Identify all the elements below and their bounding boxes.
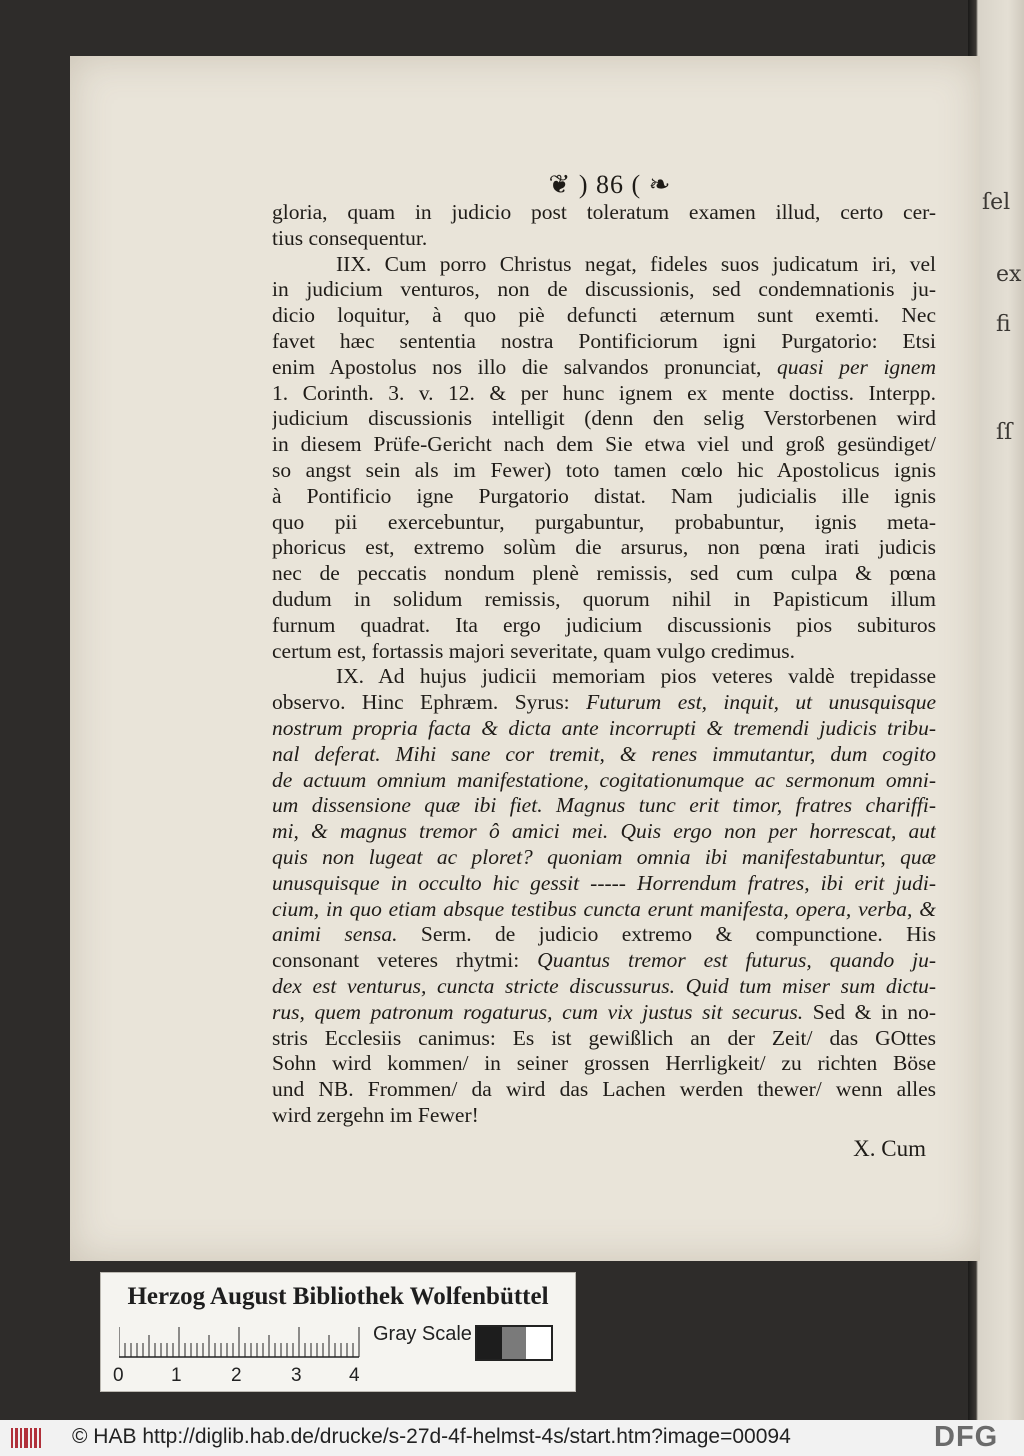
text-roman: quo pii exercebuntur, purgabuntur, probabuntur, ignis meta- xyxy=(272,509,936,534)
text-italic: de actuum omnium manifestatione, cogitationumque ac sermonum omni- xyxy=(272,767,936,792)
gray-scale-label: Gray Scale xyxy=(373,1323,472,1345)
footer-bar xyxy=(0,1420,1024,1456)
gray-scale-swatch xyxy=(475,1325,553,1361)
text-roman: gloria, quam in judicio post toleratum examen illud, certo cer- xyxy=(272,200,936,224)
text-line xyxy=(272,277,936,303)
text-line xyxy=(272,510,936,536)
text-line xyxy=(272,639,936,665)
text-line xyxy=(272,897,936,923)
catchword: X. Cum xyxy=(853,1136,926,1161)
text-roman: stris Ecclesiis canimus: Es ist gewißlich an der Zeit/ das GOttes xyxy=(272,1025,936,1050)
text-line xyxy=(272,716,936,742)
swatch-black xyxy=(477,1327,502,1359)
text-roman: Serm. de judicio extremo & compunctione. His xyxy=(397,922,936,947)
text-roman: und NB. Frommen/ da wird das Lachen werden thewer/ wenn alles xyxy=(272,1077,936,1102)
text-line xyxy=(272,1026,936,1052)
header-ornament-left: ❦ ) xyxy=(548,170,596,199)
text-roman: in diesem Prüfe-Gericht nach dem Sie etwa viel und groß gesündiget/ xyxy=(272,432,936,457)
text-roman: enim Apostolus nos illo die salvandos pronunciat, xyxy=(272,354,778,379)
text-italic: animi sensa. xyxy=(272,922,398,947)
header-ornament-right: ( ❧ xyxy=(624,170,672,199)
text-italic: um dissensione quæ ibi fiet. Magnus tunc erit timor, fratres chariffi- xyxy=(272,793,936,818)
text-roman: phoricus est, extremo solùm die arsurus, non pœna irati judicis xyxy=(272,535,936,560)
text-line xyxy=(272,355,936,381)
text-roman: certum est, fortassis majori severitate, quam vulgo credimus. xyxy=(272,638,796,663)
text-italic: quasi per ignem xyxy=(777,354,936,379)
text-roman: tius consequentur. xyxy=(272,225,428,250)
dfg-logo: DFG xyxy=(934,1421,999,1453)
text-line xyxy=(272,871,936,897)
text-line xyxy=(272,561,936,587)
text-roman: nec de peccatis nondum plenè remissis, sed cum culpa & pœna xyxy=(272,561,936,586)
ruler-number: 2 xyxy=(231,1365,242,1386)
text-line xyxy=(272,200,936,226)
text-italic: Futurum est, inquit, ut unusquisque xyxy=(586,690,936,715)
text-roman: so angst sein als im Fewer) toto tamen cœlo hic Apostolicus ignis xyxy=(272,457,936,482)
text-line xyxy=(272,458,936,484)
swatch-gray xyxy=(502,1327,527,1359)
text-line xyxy=(272,819,936,845)
text-line xyxy=(272,381,936,407)
text-line xyxy=(272,1103,936,1129)
text-roman: Sohn wird kommen/ in seiner grossen Herrligkeit/ zu richten Böse xyxy=(272,1051,936,1076)
spine-fragment: fi xyxy=(996,312,1011,337)
text-line xyxy=(272,252,936,278)
text-line xyxy=(272,587,936,613)
barcode-icon xyxy=(10,1426,44,1450)
text-roman: IX. Ad hujus judicii memoriam pios veteres valdè trepidasse xyxy=(336,664,936,689)
text-italic: unusquisque in occulto hic gessit ----- Horrendum fratres, ibi erit judi- xyxy=(272,870,936,895)
source-url[interactable]: © HAB http://diglib.hab.de/drucke/s-27d-4f-helmst-4s/start.htm?image=00094 xyxy=(72,1425,791,1448)
text-italic: dex est venturus, cuncta stricte discussurus. Quid tum miser sum dictu- xyxy=(272,973,936,998)
text-roman: à Pontificio igne Purgatorio distat. Nam judicialis ille ignis xyxy=(272,483,936,508)
text-italic: rus, quem patronum rogaturus, cum vix justus sit securus. xyxy=(272,999,804,1024)
text-italic: Quantus tremor est futurus, quando ju- xyxy=(537,948,936,973)
spine-fragment: ſſ xyxy=(996,420,1013,445)
text-line xyxy=(272,329,936,355)
text-line xyxy=(272,793,936,819)
text-roman: judicium discussionis intelligit (denn den selig Verstorbenen wird xyxy=(272,406,936,431)
text-italic: quis non lugeat ac ploret? quoniam omnia ibi manifestabuntur, quæ xyxy=(272,844,936,869)
text-italic: cium, in quo etiam absque testibus cuncta erunt manifesta, opera, verba, & xyxy=(272,896,936,921)
text-line xyxy=(272,484,936,510)
text-roman: 1. Corinth. 3. v. 12. & per hunc ignem ex mente doctiss. Interpp. xyxy=(272,380,936,405)
text-italic: mi, & magnus tremor ô amici mei. Quis ergo non per horrescat, aut xyxy=(272,819,936,844)
text-roman: observo. Hinc Ephræm. Syrus: xyxy=(272,690,587,715)
text-line xyxy=(272,1000,936,1026)
text-line xyxy=(272,1077,936,1103)
text-line xyxy=(272,664,936,690)
text-line xyxy=(272,535,936,561)
text-roman: in judicium venturos, non de discussionis, sed condemnationis ju- xyxy=(272,277,936,302)
text-italic: nostrum propria facta & dicta ante incorrupti & tremendi judicis tribu- xyxy=(272,715,936,740)
text-line xyxy=(272,742,936,768)
text-line xyxy=(272,922,936,948)
page-number-value: 86 xyxy=(596,170,624,199)
library-name: Herzog August Bibliothek Wolfenbüttel xyxy=(127,1283,549,1310)
text-roman: consonant veteres rhytmi: xyxy=(272,948,538,973)
ruler-number: 4 xyxy=(349,1365,360,1386)
text-line xyxy=(272,948,936,974)
text-line xyxy=(272,974,936,1000)
reference-card xyxy=(100,1272,576,1392)
text-roman: dicio loquitur, à quo piè defuncti æternum sunt exemti. Nec xyxy=(272,303,936,328)
text-roman: IIX. Cum porro Christus negat, fideles suos judicatum iri, vel xyxy=(336,251,936,276)
swatch-white xyxy=(526,1327,551,1359)
spine-fragment: ſel xyxy=(982,190,1011,215)
ruler-number: 3 xyxy=(291,1365,302,1386)
text-line xyxy=(272,406,936,432)
text-line xyxy=(272,613,936,639)
text-line xyxy=(272,768,936,794)
text-roman: Sed & in no- xyxy=(803,999,936,1024)
text-line xyxy=(272,432,936,458)
text-roman: favet hæc sententia nostra Pontificiorum igni Purgatorio: Etsi xyxy=(272,328,936,353)
text-line xyxy=(272,226,936,252)
text-roman: dudum in solidum remissis, quorum nihil in Papisticum illum xyxy=(272,586,936,611)
text-line xyxy=(272,303,936,329)
text-roman: wird zergehn im Fewer! xyxy=(272,1102,479,1127)
page-number xyxy=(520,170,700,200)
text-line xyxy=(272,1051,936,1077)
spine-fragment: ex xyxy=(996,262,1022,287)
text-roman: furnum quadrat. Ita ergo judicium discussionis pios subituros xyxy=(272,612,936,637)
text-line xyxy=(272,845,936,871)
ruler-number: 1 xyxy=(171,1365,182,1386)
ruler-number: 0 xyxy=(113,1365,124,1386)
text-italic: nal deferat. Mihi sane cor tremit, & renes immutantur, dum cogito xyxy=(272,741,936,766)
text-line xyxy=(272,690,936,716)
body-text xyxy=(272,200,936,1129)
